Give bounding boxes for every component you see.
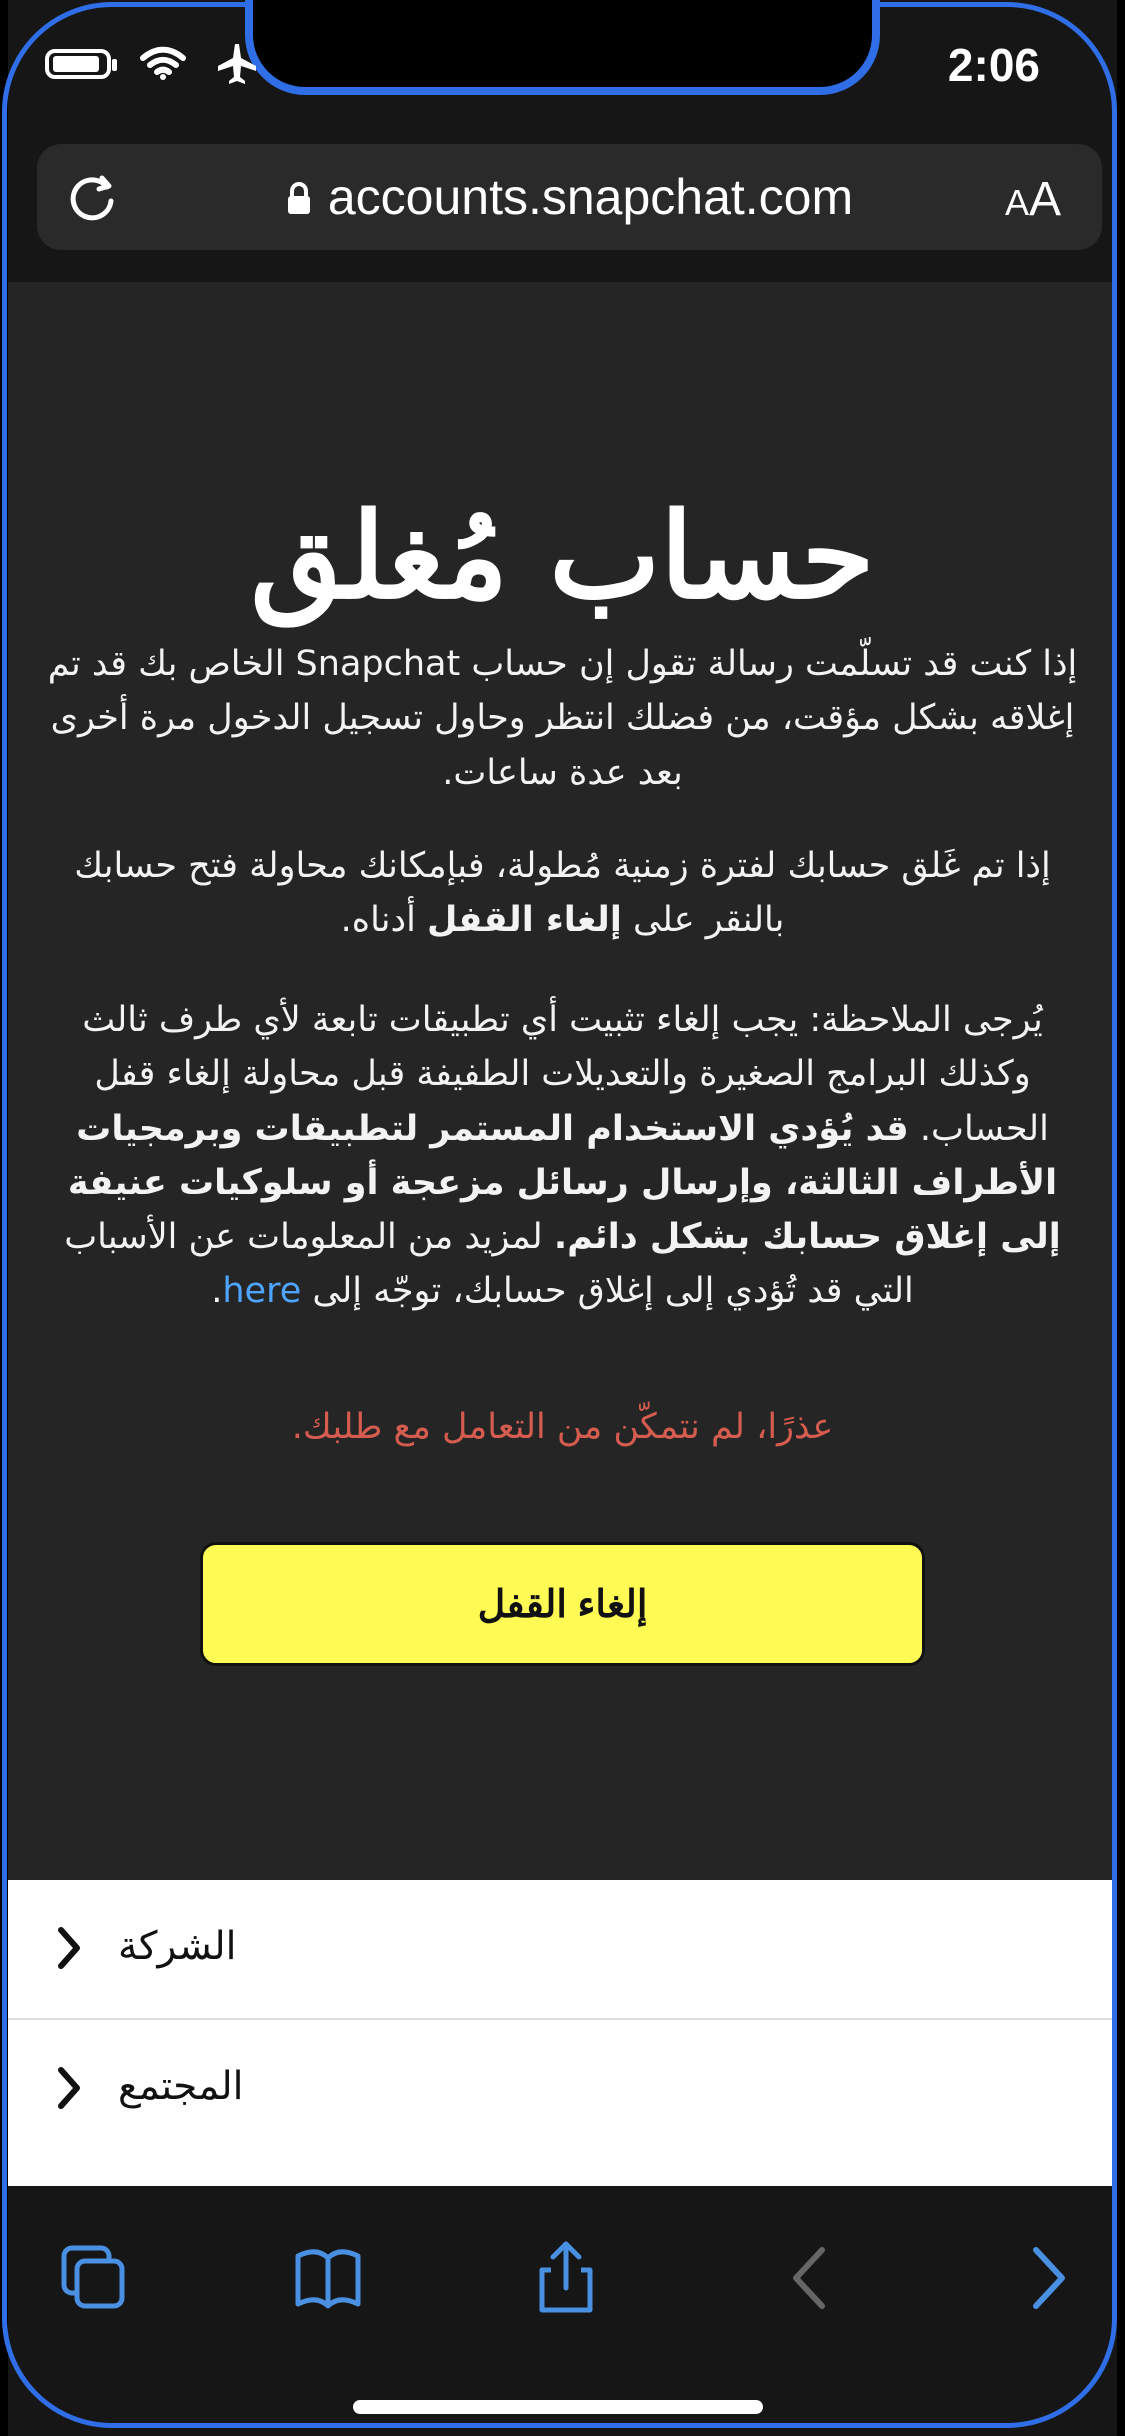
chevron-right-icon: [57, 2066, 81, 2110]
url-text: accounts.snapchat.com: [327, 169, 854, 225]
error-message: عذرًا، لم نتمكّن من التعامل مع طلبك.: [291, 1407, 834, 1447]
browser-toolbar: [8, 2186, 1117, 2436]
more-info-link[interactable]: here: [222, 1271, 302, 1312]
paragraph-note-warning: قد يُؤدي الاستخدام المستمر لتطبيقات وبرمجيات الأطراف الثالثة، وإرسال رسائل مزعجة أو سلوكيات عنيفة إلى إغلاق حسابك بشكل دائم.: [67, 1108, 1061, 1257]
footer-item-community[interactable]: [8, 2020, 1117, 2158]
url-display[interactable]: [37, 144, 1102, 250]
locked-account-page: [8, 282, 1117, 1880]
page-title: حساب مُغلق: [250, 486, 875, 626]
lock-icon: [286, 182, 312, 216]
link-suffix: .: [211, 1271, 223, 1312]
paragraph-temporary-lock: إذا كنت قد تسلّمت رسالة تقول إن حساب Snapchat الخاص بك قد تم إغلاقه بشكل مؤقت، من فضلك انتظر وحاول تسجيل الدخول مرة أخرى بعد عدة ساعات.: [47, 644, 1078, 793]
text-size-button[interactable]: [988, 168, 1078, 224]
paragraph-note-more-info: لمزيد من المعلومات عن الأسباب التي قد تُؤدي إلى إغلاق حسابك، توجّه إلى: [64, 1217, 914, 1312]
footer-item-label: الشركة: [118, 1924, 237, 1969]
tabs-icon[interactable]: [54, 2238, 134, 2318]
paragraph-note: [43, 993, 1082, 1319]
airplane-icon: [215, 42, 259, 86]
back-icon[interactable]: [772, 2238, 852, 2318]
text-size-large-label: A: [1029, 173, 1062, 226]
home-indicator[interactable]: [353, 2400, 763, 2414]
battery-icon: [45, 49, 111, 79]
share-icon[interactable]: [526, 2238, 606, 2318]
text-size-small-label: A: [1004, 182, 1029, 223]
unlock-button[interactable]: إلغاء القفل: [200, 1542, 925, 1666]
forward-icon[interactable]: [1006, 2238, 1086, 2318]
paragraph-extended-lock: [43, 839, 1082, 948]
footer-navigation: [8, 1880, 1117, 2186]
device-notch: [245, 0, 880, 95]
paragraph-extended-lock-text: إذا تم غَلق حسابك لفترة زمنية مُطولة، فبإمكانك محاولة فتح حسابك بالنقر على: [74, 846, 1051, 941]
footer-item-label: المجتمع: [118, 2064, 244, 2109]
unlock-reference: إلغاء القفل: [426, 900, 622, 941]
paragraph-note-text: يُرجى الملاحظة: يجب إلغاء تثبيت أي تطبيقات تابعة لأي طرف ثالث وكذلك البرامج الصغيرة والتعديلات الطفيفة قبل محاولة إلغاء قفل الحساب.: [82, 1000, 1049, 1149]
chevron-right-icon: [57, 1926, 81, 1970]
status-time: 2:06: [947, 39, 1040, 91]
bookmarks-icon[interactable]: [288, 2238, 368, 2318]
status-icons: [45, 42, 259, 86]
paragraph-extended-lock-end: أدناه.: [340, 900, 416, 941]
footer-item-company[interactable]: [8, 1880, 1117, 2020]
address-bar[interactable]: [37, 144, 1102, 250]
wifi-icon: [139, 46, 187, 82]
